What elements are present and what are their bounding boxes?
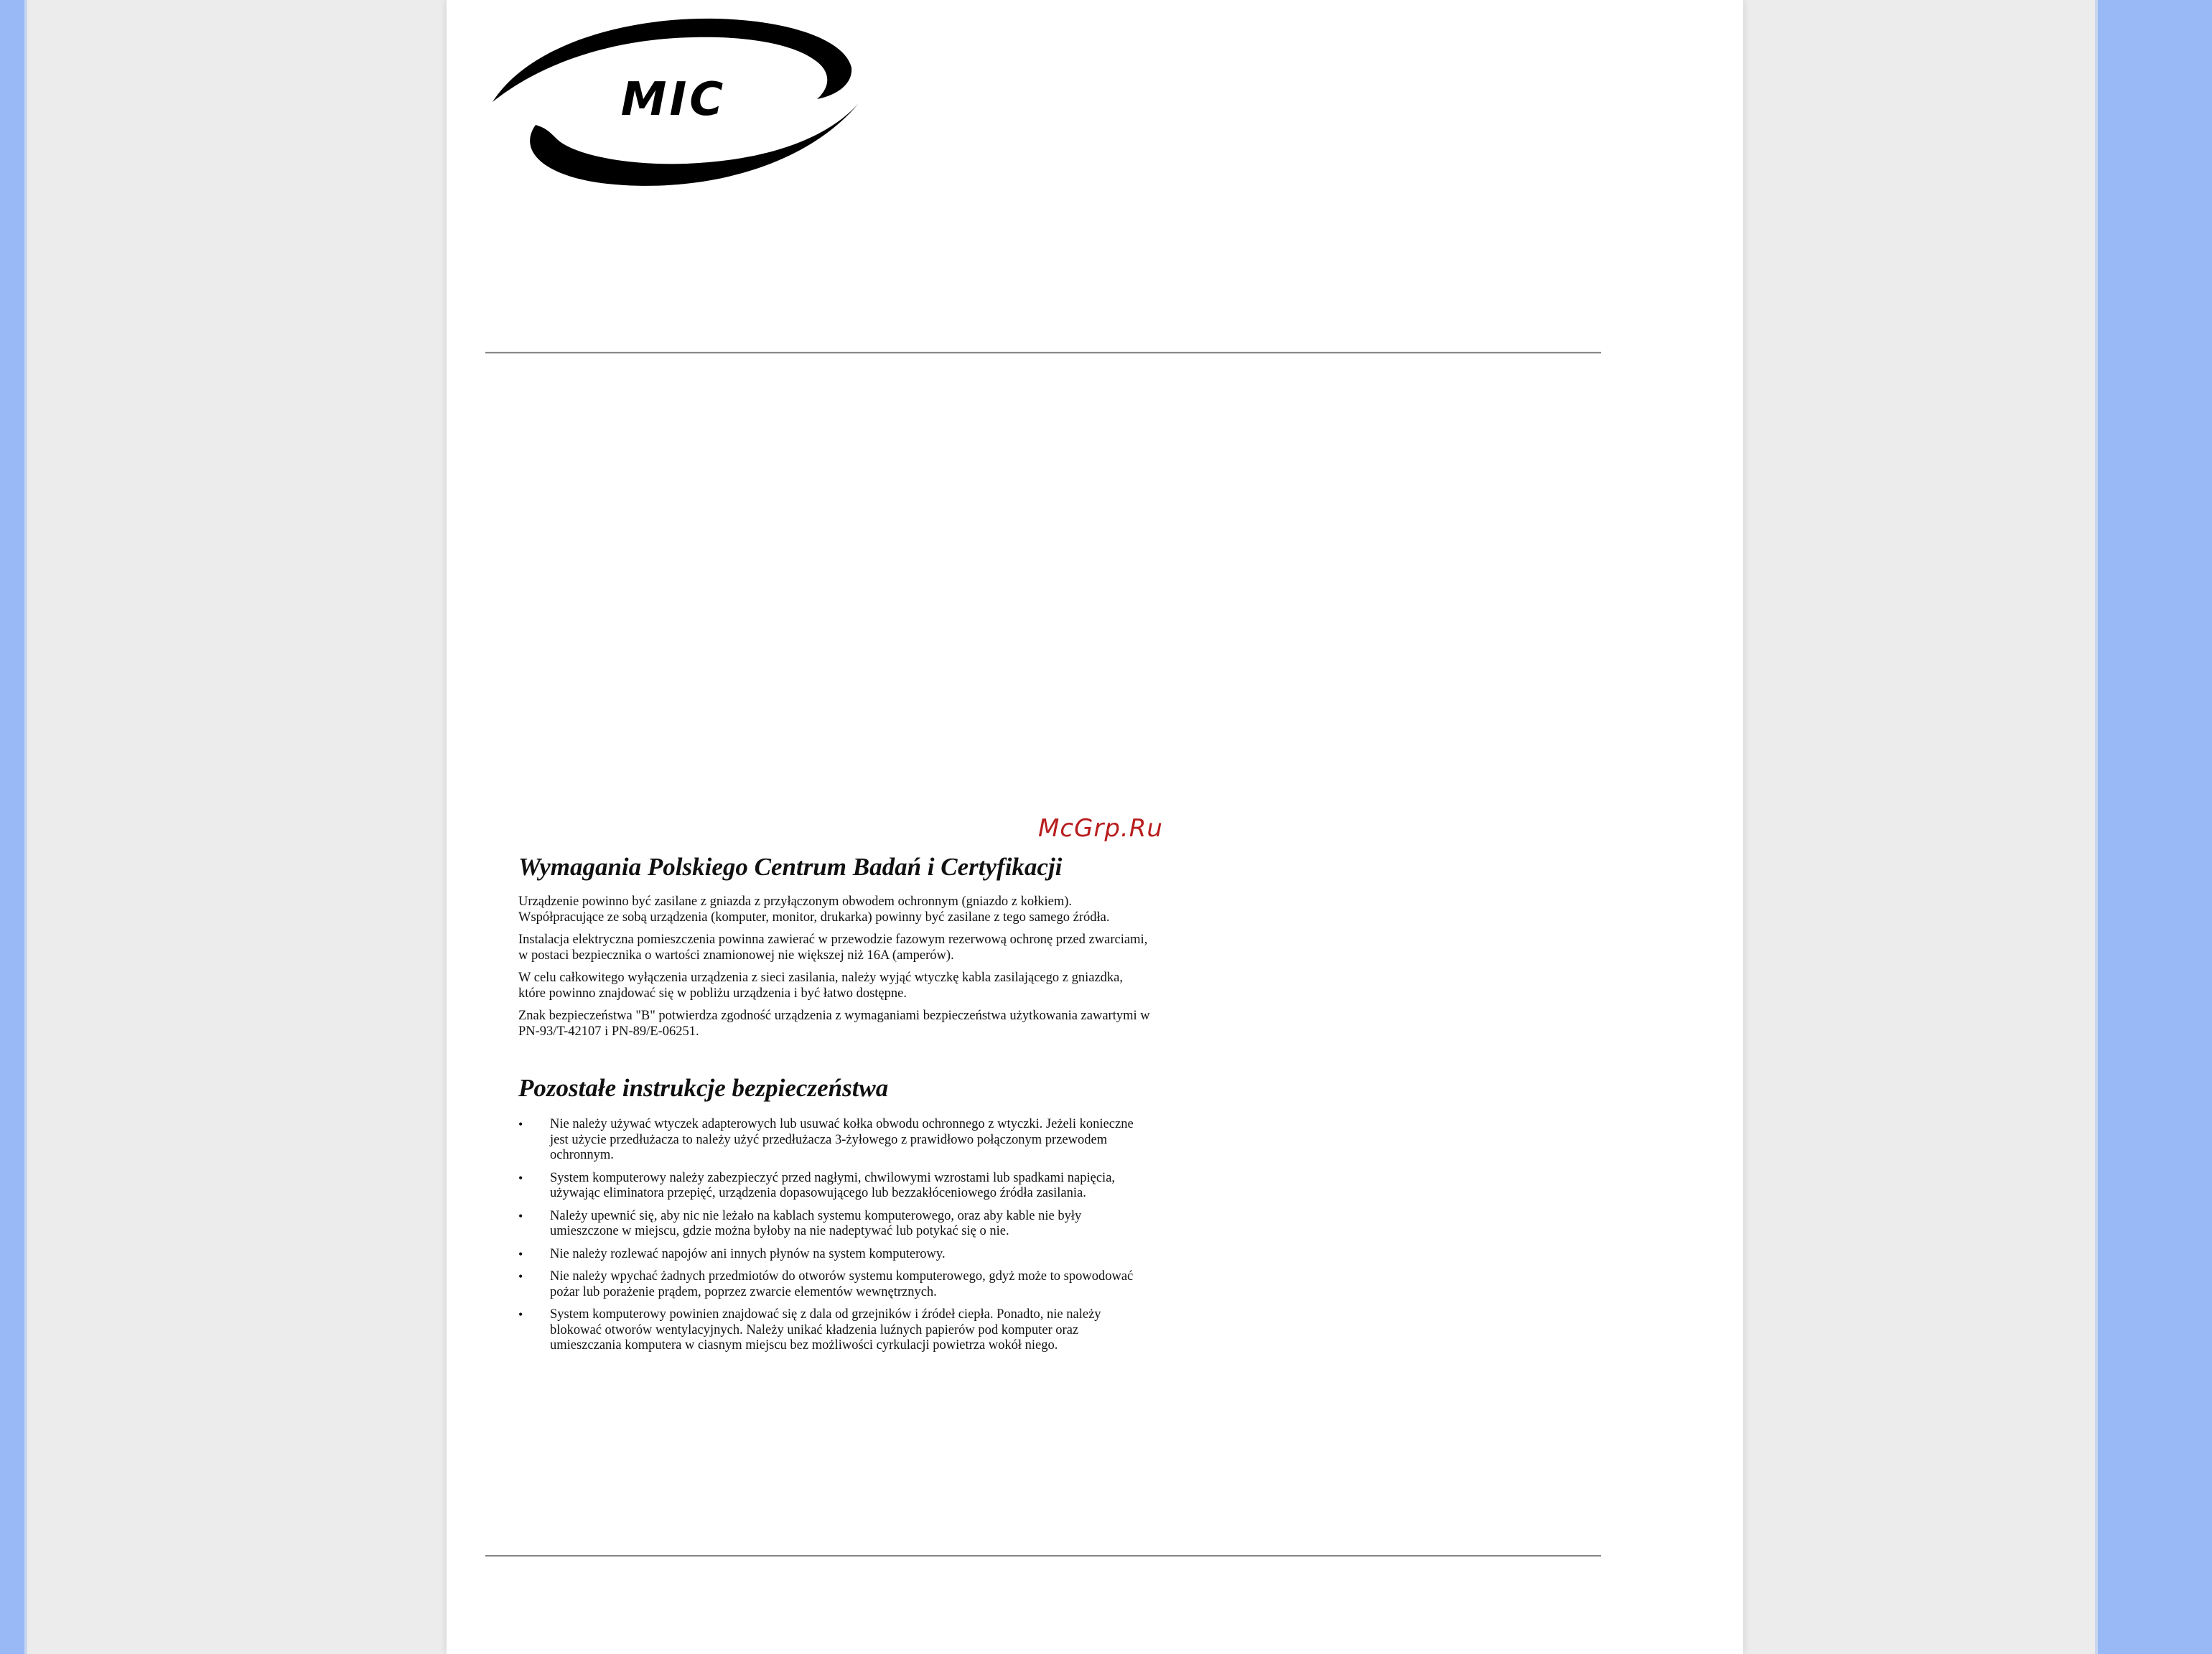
paragraph: Znak bezpieczeństwa "B" potwierdza zgodność urządzenia z wymaganiami bezpieczeństwa użytkowania zawartymi w PN-93/T-42107 i PN-89/E-06251. [518,1009,1150,1039]
paragraph: Instalacja elektryczna pomieszczenia powinna zawierać w przewodzie fazowym rezerwową ochronę przed zwarciami, w postaci bezpiecznika o wartości znamionowej nie większej niż 16A (amperów). [518,933,1148,963]
right-frame-border [2095,0,2212,1654]
scanned-page-content [518,853,1150,1361]
list-item [518,1247,1150,1263]
list-item-text: System komputerowy należy zabezpieczyć przed nagłymi, chwilowymi wzrostami lub spadkami napięcia, używając eliminatora przepięć, urządzenia dopasowującego lub bezzakłóceniowego źródła zasilania. [550,1170,1116,1200]
watermark: McGrp.Ru [1038,814,1163,843]
left-frame-border [0,0,27,1654]
mic-certification-logo-icon [485,17,866,186]
list-item [518,1209,1150,1240]
list-item-text: Nie należy wpychać żadnych przedmiotów do otworów systemu komputerowego, gdyż może to spowodować pożar lub porażenie prądem, poprzez zwarcie elementów wewnętrznych. [550,1269,1134,1299]
paragraph: Urządzenie powinno być zasilane z gniazda z przyłączonym obwodem ochronnym (gniazdo z kołkiem). Współpracujące ze sobą urządzenia (komputer, monitor, drukarka) powinny być zasilane z tego samego źródła. [518,894,1110,925]
horizontal-divider-bottom [485,1555,1601,1557]
list-item-text: Nie należy rozlewać napojów ani innych płynów na system komputerowy. [550,1246,946,1261]
section-title-pcbc: Wymagania Polskiego Centrum Badań i Certyfikacji [518,853,1063,881]
list-item-text: Nie należy używać wtyczek adapterowych lub usuwać kołka obwodu ochronnego z wtyczki. Jeżeli konieczne jest użycie przedłużacza to należy użyć przedłużacza 3-żyłowego z prawidłowo połączonym przewodem ochronnym. [550,1117,1134,1162]
horizontal-divider-top [485,352,1601,354]
logo-text: MIC [620,73,727,126]
safety-list [518,1117,1150,1354]
section-title-safety: Pozostałe instrukcje bezpieczeństwa [518,1074,889,1102]
list-item [518,1307,1150,1354]
bullet-icon: • [518,1117,523,1131]
list-item [518,1117,1150,1164]
list-item [518,1269,1150,1300]
bullet-icon: • [518,1269,523,1284]
list-item-text: Należy upewnić się, aby nic nie leżało na kablach systemu komputerowego, oraz aby kable nie były umieszczone w miejscu, gdzie można byłoby na nie nadeptywać lub potykać się o nie. [550,1208,1082,1238]
bullet-icon: • [518,1170,523,1185]
bullet-icon: • [518,1208,523,1223]
list-item [518,1171,1150,1202]
paragraph: W celu całkowitego wyłączenia urządzenia z sieci zasilania, należy wyjąć wtyczkę kabla zasilającego z gniazdka, które powinno znajdować się w pobliżu urządzenia i być łatwo dostępne. [518,971,1123,1001]
bullet-icon: • [518,1246,523,1261]
list-item-text: System komputerowy powinien znajdować się z dala od grzejników i źródeł ciepła. Ponadto, nie należy blokować otworów wentylacyjnych. Należy unikać kładzenia luźnych papierów pod komputer oraz umieszczania komputera w ciasnym miejscu bez możliwości cyrkulacji powietrza wokół niego. [550,1307,1101,1352]
bullet-icon: • [518,1307,523,1322]
